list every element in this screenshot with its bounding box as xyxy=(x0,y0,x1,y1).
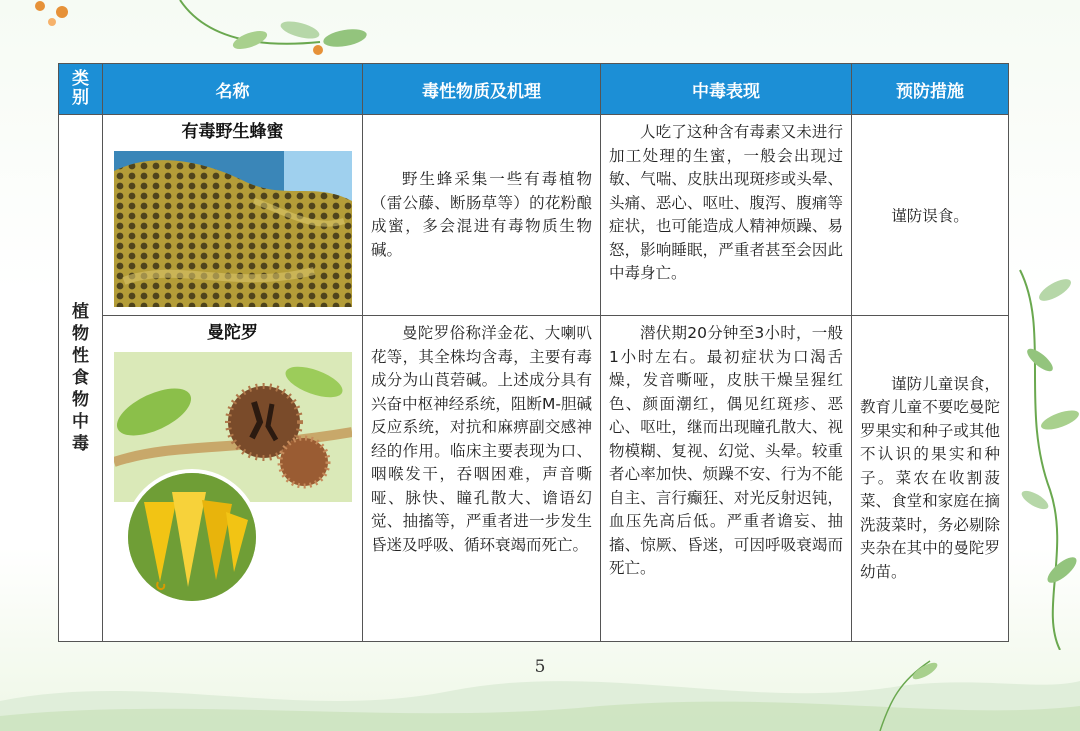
item-name-datura: 曼陀罗 xyxy=(207,323,258,343)
toxin-cell-datura xyxy=(363,316,601,642)
prevention-cell-datura xyxy=(852,316,1009,642)
category-cell xyxy=(59,115,103,642)
poisoning-table xyxy=(58,63,1009,642)
name-cell-datura xyxy=(103,316,363,642)
name-cell-honey xyxy=(103,115,363,316)
page-number: 5 xyxy=(534,657,546,677)
table-header-row xyxy=(59,64,1009,115)
header-toxin: 毒性物质及机理 xyxy=(363,64,601,115)
header-category xyxy=(59,64,103,115)
prevention-text-honey: 谨防误食。 xyxy=(891,207,969,225)
prevention-cell-honey xyxy=(852,115,1009,316)
vine-decoration-top xyxy=(0,0,420,70)
header-symptoms: 中毒表现 xyxy=(601,64,852,115)
symptoms-cell-honey xyxy=(601,115,852,316)
symptoms-text-datura: 潜伏期20分钟至3小时，一般1小时左右。最初症状为口渴舌燥，发音嘶哑，皮肤干燥呈猩红色、颜面潮红，偶见红斑疹、恶心、呕吐，继而出现瞳孔散大、视物模糊、复视、幻觉、头晕。较重者心率加快、烦躁不安、行为不能自主、言行癫狂、对光反射迟钝，血压先高后低。严重者谵妄、抽搐、惊厥、昏迷，可因呼吸衰竭而死亡。 xyxy=(609,324,843,577)
toxin-cell-honey xyxy=(363,115,601,316)
table-row xyxy=(59,316,1009,642)
toxin-text-honey: 野生蜂采集一些有毒植物（雷公藤、断肠草等）的花粉酿成蜜，多会混进有毒物质生物碱。 xyxy=(371,170,592,259)
symptoms-cell-datura xyxy=(601,316,852,642)
honeycomb-photo xyxy=(114,151,352,307)
grass-decoration-bottom xyxy=(0,631,1080,731)
vine-decoration-right xyxy=(1000,250,1080,650)
header-name: 名称 xyxy=(103,64,363,115)
header-prevention: 预防措施 xyxy=(852,64,1009,115)
prevention-text-datura: 谨防儿童误食，教育儿童不要吃曼陀罗果实和种子或其他不认识的果实和种子。菜农在收割菠菜、食堂和家庭在摘洗菠菜时，务必剔除夹杂在其中的曼陀罗幼苗。 xyxy=(860,374,1000,581)
item-name-honey: 有毒野生蜂蜜 xyxy=(181,122,284,142)
category-label: 植 物 性 食 物 中 毒 xyxy=(72,302,89,454)
datura-photo xyxy=(114,352,352,607)
header-category-label: 类 别 xyxy=(72,69,89,108)
symptoms-text-honey: 人吃了这种含有毒素又未进行加工处理的生蜜，一般会出现过敏、气喘、皮肤出现斑疹或头晕、头痛、恶心、呕吐、腹泻、腹痛等症状，也可能造成人精神烦躁、易怒，影响睡眠，严重者甚至会因此中毒身亡。 xyxy=(609,123,843,282)
toxin-text-datura: 曼陀罗俗称洋金花、大喇叭花等，其全株均含毒，主要有毒成分为山莨菪碱。上述成分具有兴奋中枢神经系统，阻断M-胆碱反应系统，对抗和麻痹副交感神经的作用。临床主要表现为口、咽喉发干，吞咽困难，声音嘶哑、脉快、瞳孔散大、谵语幻觉、抽搐等，严重者进一步发生昏迷及呼吸、循环衰竭而死亡。 xyxy=(371,324,592,554)
table-row xyxy=(59,115,1009,316)
